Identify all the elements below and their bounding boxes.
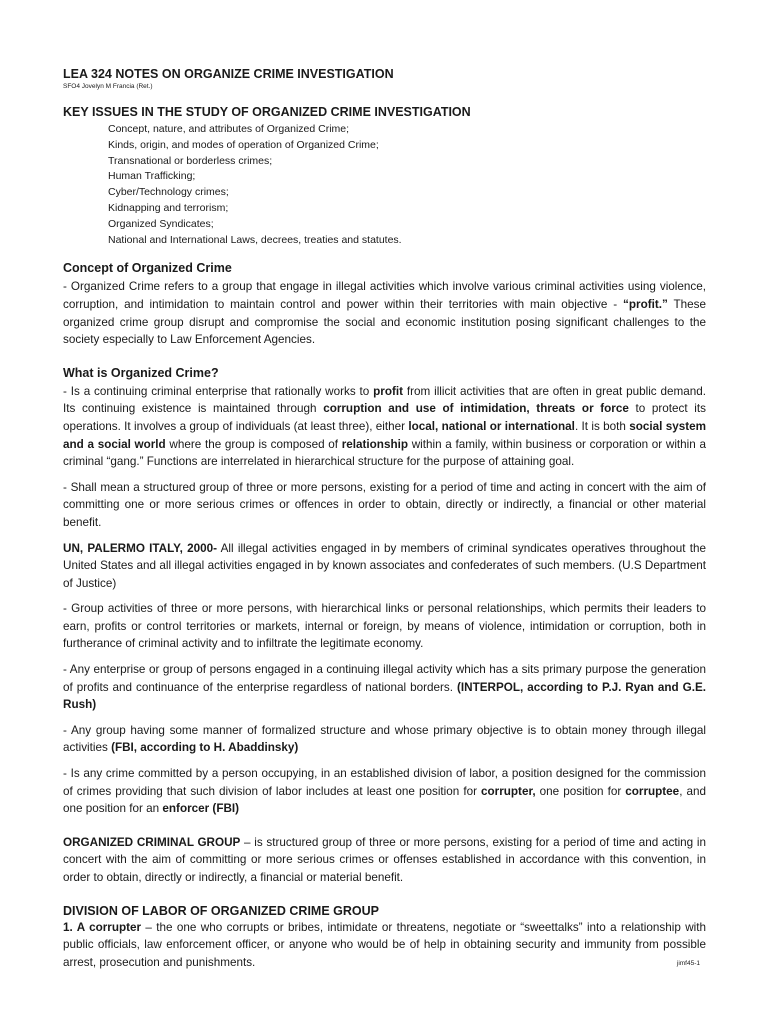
concept-text-bold: “profit.” [623, 297, 668, 311]
text-run: within a family, within business or corporation or within a criminal “gang.” Functions are interrelated in hierarchical structure for the purpose of attaining goal. [63, 437, 706, 469]
text-run: - Is a continuing criminal enterprise that rationally works to [63, 384, 374, 398]
list-item: Cyber/Technology crimes; [108, 186, 229, 199]
definition-6 [63, 722, 706, 757]
list-item: Transnational or borderless crimes; [108, 154, 273, 167]
concept-text: - Organized Crime refers to a group that engage in illegal activities which involve various criminal activities using violence, corruption, and intimidation to maintain control and power within their territories with main objective - [63, 280, 706, 311]
author-line: SFO4 Jovelyn M Francia (Ret.) [63, 83, 153, 90]
list-item: Human Trafficking; [108, 170, 196, 183]
document-title: LEA 324 NOTES ON ORGANIZE CRIME INVESTIGATION [63, 67, 394, 81]
key-issues-heading: KEY ISSUES IN THE STUDY OF ORGANIZED CRIME INVESTIGATION [63, 105, 471, 119]
definition-1 [63, 383, 706, 471]
division-item-1-text: – the one who corrupts or bribes, intimidate or threatens, negotiate or “sweettalks” into a relationship with public officials, law enforcement officer, or anyone who would be of help in obtaining security and immunity from possible arrest, prosecution and punishments. [63, 920, 706, 969]
footer-code: jimf45-1 [676, 960, 700, 967]
text-run: - Is any crime committed by a person occupying, in an established division of labor, a position designed for the commission of crimes providing that such division of labor includes at least one position for [63, 767, 706, 798]
ocg-paragraph [63, 834, 706, 887]
bold-term: social system and a social world [63, 419, 707, 451]
text-run: . It is both [574, 419, 630, 433]
text-run: where the group is composed of [165, 437, 342, 451]
ocg-term: ORGANIZED CRIMINAL GROUP [63, 835, 241, 849]
bold-term: corruptee [625, 784, 680, 798]
definition-3-source: UN, PALERMO ITALY, 2000- [63, 541, 218, 555]
division-heading: DIVISION OF LABOR OF ORGANIZED CRIME GROUP [63, 903, 379, 918]
what-is-heading: What is Organized Crime? [63, 365, 219, 380]
division-item-1-term: 1. A corrupter [63, 920, 142, 934]
list-item: National and International Laws, decrees, treaties and statutes. [108, 233, 402, 246]
text-run: one position for [535, 784, 626, 798]
key-issues-list [108, 122, 706, 248]
bold-term: corruption and use of intimidation, threats or force [323, 402, 629, 416]
definition-7 [63, 765, 706, 818]
definition-3 [63, 540, 706, 593]
concept-paragraph [63, 278, 706, 348]
bold-term: corrupter, [481, 784, 536, 798]
text-run: from illicit activities that are often in great public demand. Its continuing existence is maintained through [63, 384, 706, 416]
definition-3-text: All illegal activities engaged in by members of criminal syndicates operatives throughout the United States and all illegal activities engaged in by known associates and confederates of such members. (U.S Department of Justice) [63, 541, 706, 590]
ocg-text: – is structured group of three or more persons, existing for a period of time and acting in concert with the aim of committing or more serious crimes or offenses established in accordance with this convention, in order to obtain, directly or indirectly, a financial or material benefit. [63, 835, 706, 884]
list-item: Concept, nature, and attributes of Organized Crime; [108, 123, 350, 135]
concept-heading: Concept of Organized Crime [63, 261, 232, 276]
definition-5 [63, 661, 706, 714]
list-item: Kidnapping and terrorism; [108, 201, 229, 214]
bold-term: relationship [341, 437, 408, 451]
text-run: , and one position for an [63, 784, 706, 816]
definition-5-text: - Any enterprise or group of persons engaged in a continuing illegal activity which has a sits primary purpose the generation of profits and continuance of the enterprise regardless of national borders. [63, 663, 706, 694]
definition-6-text: - Any group having some manner of formalized structure and whose primary objective is to obtain money through illegal activities [63, 723, 706, 755]
division-item-1 [63, 919, 706, 972]
definition-2: - Shall mean a structured group of three or more persons, existing for a period of time and acting in concert with the aim of committing one or more serious crimes or offences in order to obtain, directly or indirectly, a financial or other material benefit. [63, 480, 706, 529]
text-run: to protect its operations. It involves a group of individuals (at least three), either [63, 402, 706, 433]
list-item: Organized Syndicates; [108, 217, 214, 230]
document-page [63, 66, 706, 971]
concept-text-end: These organized crime group disrupt and compromise the social and economic institution posing significant challenges to the society especially to Law Enforcement Agencies. [63, 297, 706, 347]
definition-4: - Group activities of three or more persons, with hierarchical links or personal relationships, which permits their leaders to earn, profits or control territories or markets, internal or foreign, by means of violence, intimidation or corruption, both in furtherance of criminal activity and to infiltrate the legitimate economy. [63, 602, 706, 651]
bold-term: local, national or international [408, 419, 575, 433]
list-item: Kinds, origin, and modes of operation of Organized Crime; [108, 138, 379, 151]
bold-term: profit [373, 384, 403, 398]
definition-6-source: (FBI, according to H. Abaddinsky) [111, 741, 299, 755]
definition-5-source: (INTERPOL, according to P.J. Ryan and G.E. Rush) [63, 680, 706, 712]
bold-term: enforcer (FBI) [162, 802, 240, 816]
